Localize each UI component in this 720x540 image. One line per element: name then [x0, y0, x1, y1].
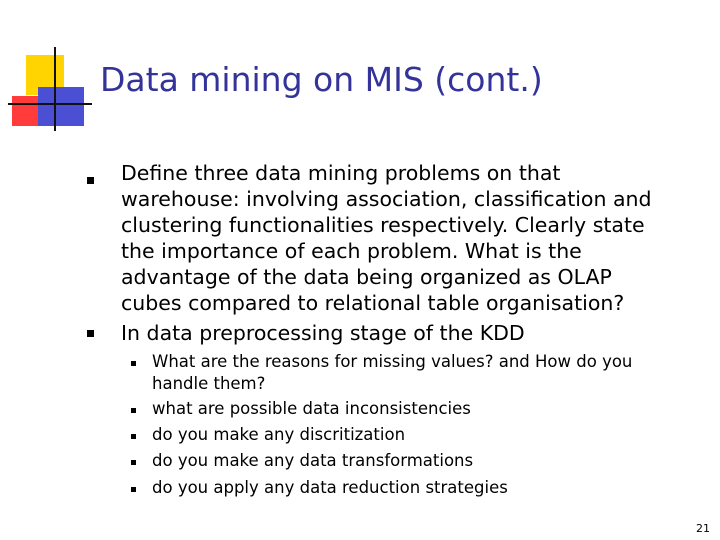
- sub-bullet-item: [152, 477, 692, 499]
- sub-bullet-text-line: What are the reasons for missing values? and How do you: [152, 352, 633, 371]
- horizontal-rule: [8, 103, 92, 105]
- sub-bullet-text-line: do you apply any data reduction strategies: [152, 478, 508, 497]
- sub-bullet-item: [152, 450, 692, 472]
- sub-bullet-item: [152, 351, 692, 395]
- sub-bullet-square-icon: [131, 408, 136, 413]
- sub-bullet-text-line: what are possible data inconsistencies: [152, 399, 471, 418]
- bullet-square-icon: [87, 330, 94, 337]
- bullet-text-line: In data preprocessing stage of the KDD: [121, 321, 525, 345]
- sub-bullet-square-icon: [131, 460, 136, 465]
- red-square: [12, 96, 40, 126]
- bullet-item: [121, 160, 681, 316]
- slide-title: Data mining on MIS (cont.): [100, 60, 543, 99]
- sub-bullet-square-icon: [131, 487, 136, 492]
- sub-bullet-item: [152, 424, 692, 446]
- bullet-text-line: the importance of each problem. What is the: [121, 239, 582, 263]
- bullet-text-line: advantage of the data being organized as OLAP: [121, 265, 612, 289]
- sub-bullet-text-line: do you make any data transformations: [152, 451, 474, 470]
- sub-bullet-text-line: do you make any discritization: [152, 425, 406, 444]
- sub-bullet-square-icon: [131, 434, 136, 439]
- bullet-text-line: Define three data mining problems on that: [121, 161, 561, 185]
- sub-bullet-item: [152, 398, 692, 420]
- bullet-item: [121, 320, 681, 346]
- sub-bullet-square-icon: [131, 361, 136, 366]
- bullet-text-line: cubes compared to relational table organisation?: [121, 291, 625, 315]
- sub-bullet-text-line: handle them?: [152, 374, 266, 393]
- bullet-text-line: warehouse: involving association, classification and: [121, 187, 652, 211]
- bullet-square-icon: [87, 177, 94, 184]
- page-number: 21: [696, 522, 710, 535]
- bullet-text-line: clustering functionalities respectively. Clearly state: [121, 213, 645, 237]
- blue-square: [38, 87, 84, 126]
- vertical-rule: [54, 47, 56, 131]
